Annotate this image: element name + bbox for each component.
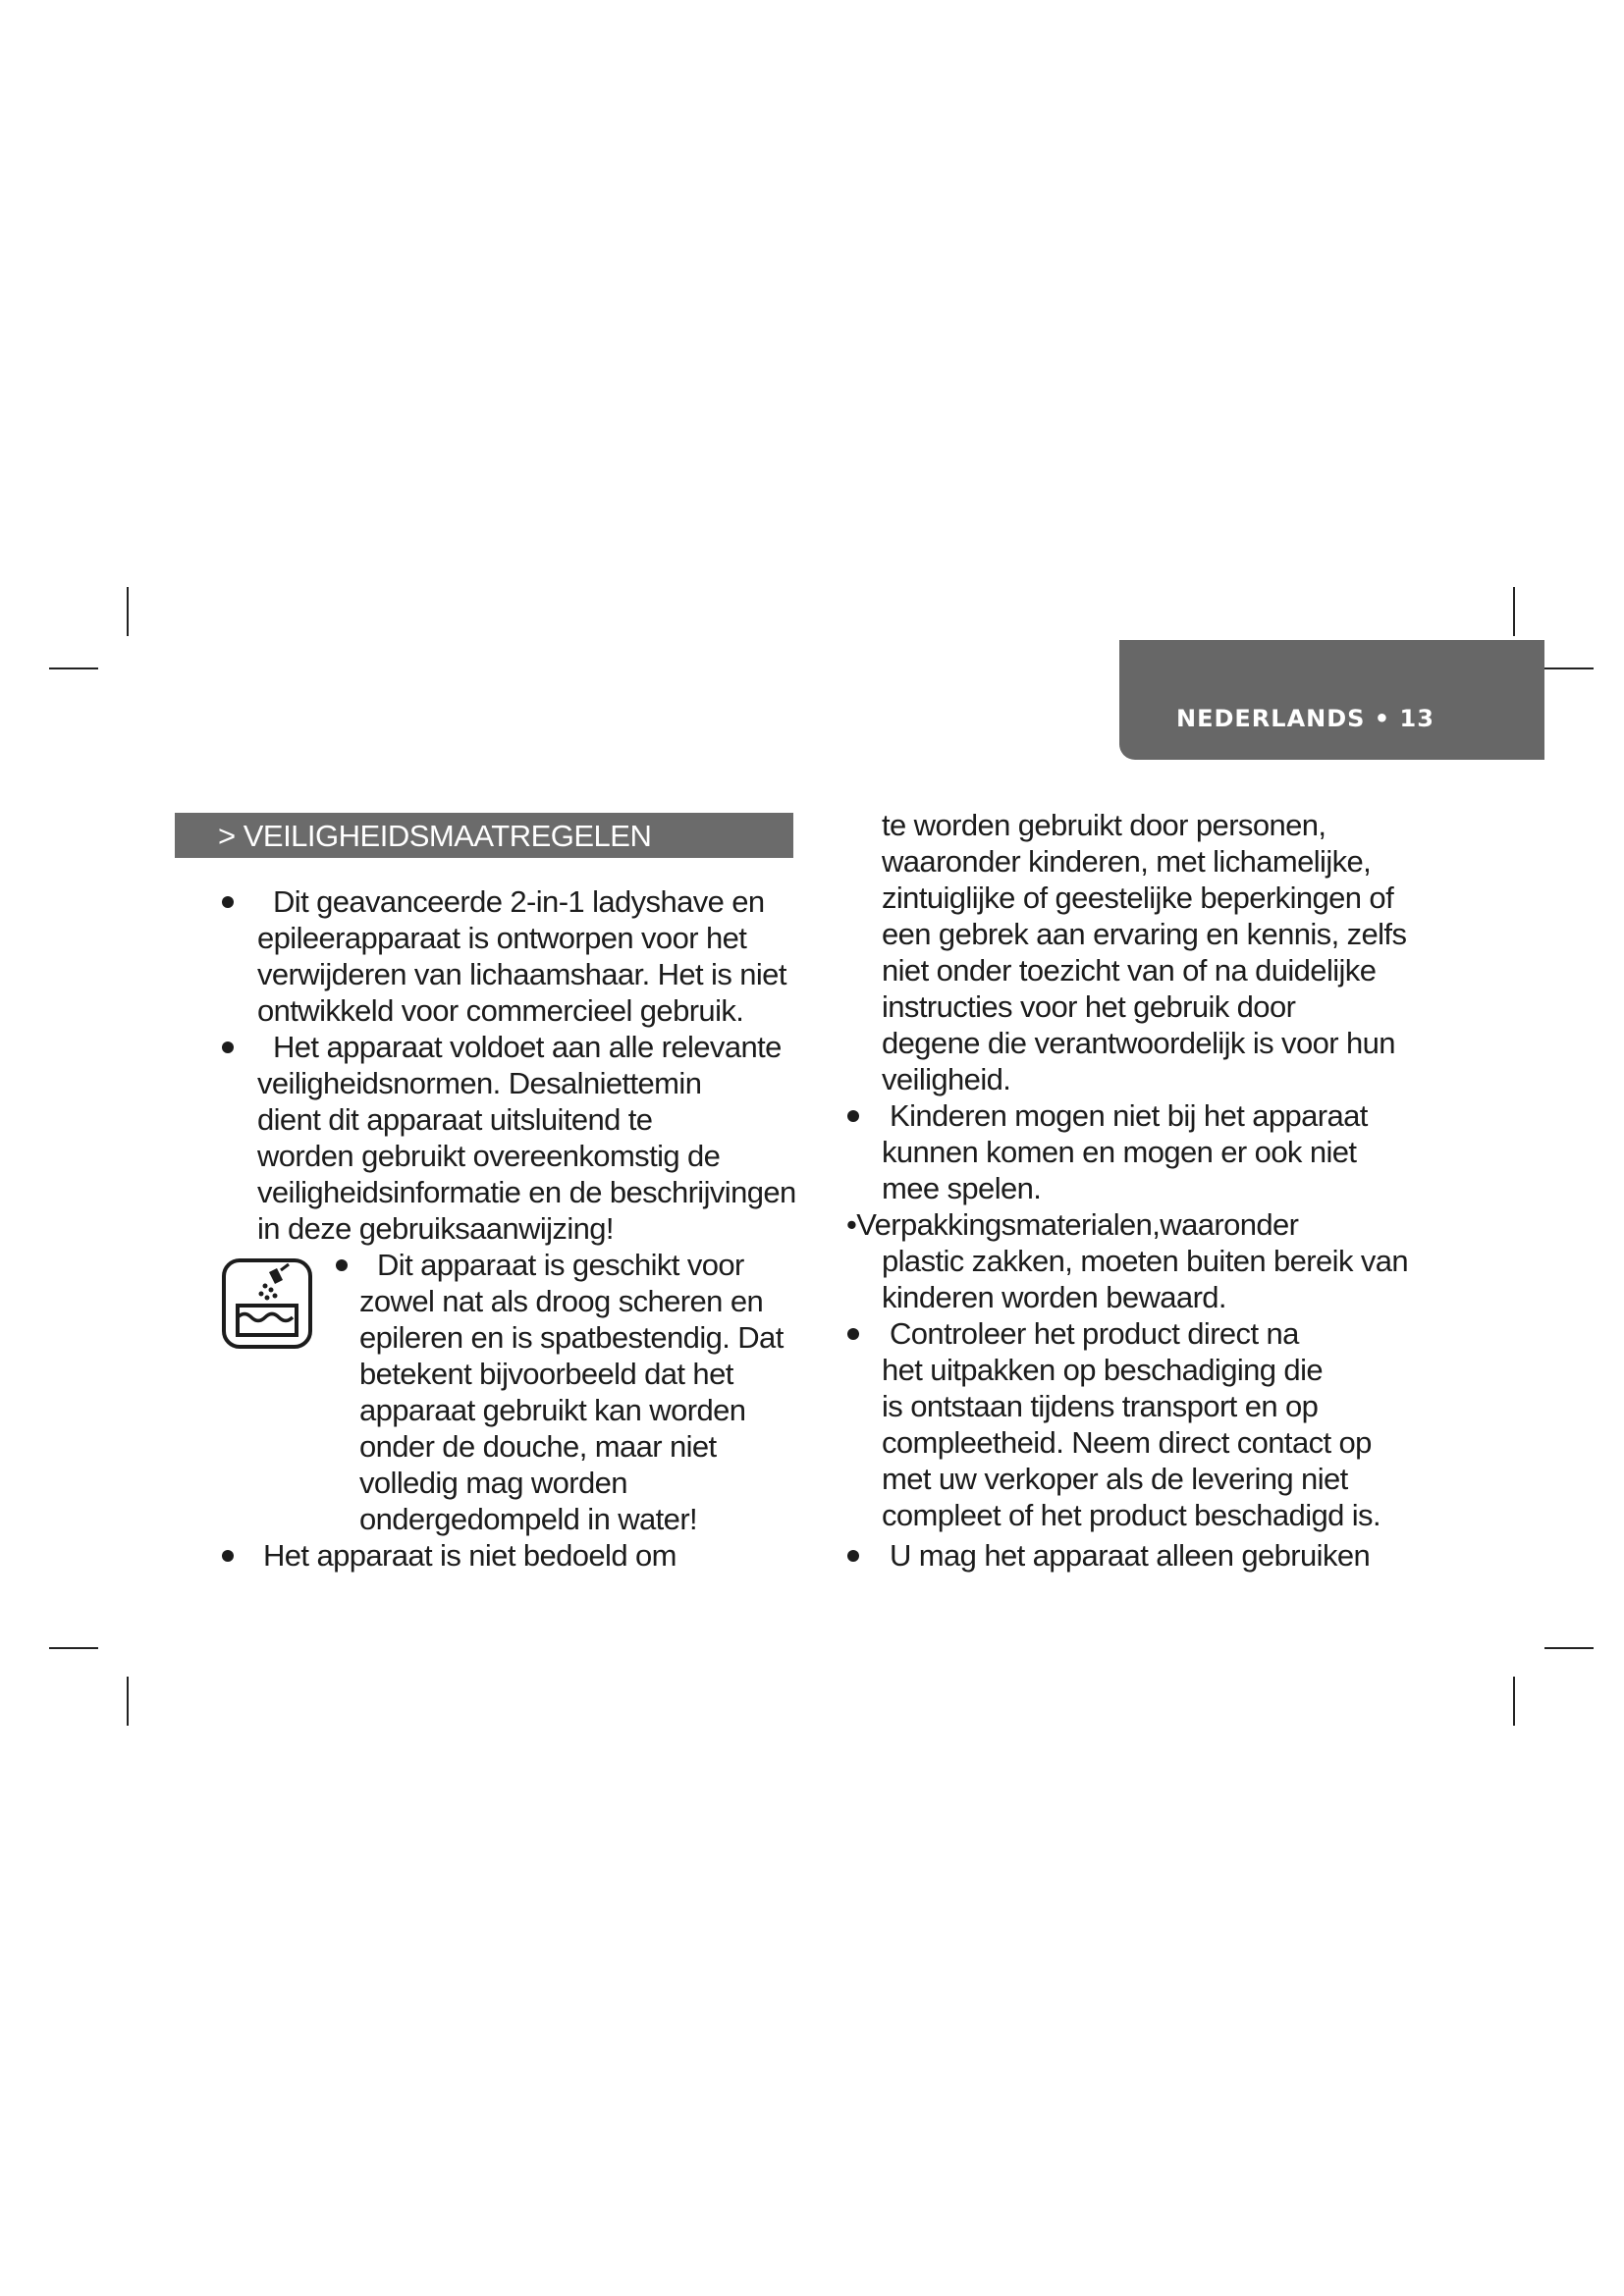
text-line: instructies voor het gebruik door xyxy=(882,989,1296,1024)
text-line: veiligheidsnormen. Desalniettemin xyxy=(257,1066,702,1100)
text-line: Kinderen mogen niet bij het apparaat xyxy=(890,1098,1368,1133)
text-line: U mag het apparaat alleen gebruiken xyxy=(890,1538,1371,1573)
bullet-item-5 xyxy=(847,1110,859,1122)
text-line: ondergedompeld in water! xyxy=(359,1502,698,1536)
text-line: te worden gebruikt door personen, xyxy=(882,808,1326,842)
text-line: compleetheid. Neem direct contact op xyxy=(882,1425,1372,1460)
text-line: verwijderen van lichaamshaar. Het is niet xyxy=(257,957,786,991)
bullet-item-4 xyxy=(222,1550,234,1562)
text-line: Het apparaat voldoet aan alle relevante xyxy=(273,1030,782,1064)
text-line: kinderen worden bewaard. xyxy=(882,1280,1226,1314)
text-line: in deze gebruiksaanwijzing! xyxy=(257,1211,614,1246)
bullet-item-7 xyxy=(847,1328,859,1340)
crop-mark-bottom-left-vertical xyxy=(127,1677,129,1726)
text-line: is ontstaan tijdens transport en op xyxy=(882,1389,1319,1423)
text-line: kunnen komen en mogen er ook niet xyxy=(882,1135,1357,1169)
crop-mark-top-left-horizontal xyxy=(49,667,98,669)
section-title: > VEILIGHEIDSMAATREGELEN xyxy=(218,819,652,853)
text-line: compleet of het product beschadigd is. xyxy=(882,1498,1380,1532)
text-line: onder de douche, maar niet xyxy=(359,1429,717,1464)
bullet-item-2 xyxy=(222,1041,234,1053)
text-line: een gebrek aan ervaring en kennis, zelfs xyxy=(882,917,1407,951)
crop-mark-top-right-horizontal xyxy=(1544,667,1594,669)
text-line: degene die verantwoordelijk is voor hun xyxy=(882,1026,1395,1060)
crop-mark-top-right-vertical xyxy=(1513,587,1515,636)
text-line: zintuiglijke of geestelijke beperkingen of xyxy=(882,881,1394,915)
text-line: Dit apparaat is geschikt voor xyxy=(377,1248,744,1282)
text-line: volledig mag worden xyxy=(359,1466,627,1500)
text-line: •Verpakkingsmaterialen,waaronder xyxy=(846,1207,1299,1242)
text-line: waaronder kinderen, met lichamelijke, xyxy=(882,844,1372,879)
crop-mark-bottom-right-horizontal xyxy=(1544,1647,1594,1649)
text-line: betekent bijvoorbeeld dat het xyxy=(359,1357,733,1391)
text-line: niet onder toezicht van of na duidelijke xyxy=(882,953,1377,988)
text-line: veiligheid. xyxy=(882,1062,1011,1096)
text-line: Het apparaat is niet bedoeld om xyxy=(263,1538,677,1573)
text-line: epileerapparaat is ontworpen voor het xyxy=(257,921,747,955)
text-line: worden gebruikt overeenkomstig de xyxy=(257,1139,721,1173)
text-line: zowel nat als droog scheren en xyxy=(359,1284,764,1318)
shower-water-icon xyxy=(220,1256,314,1351)
crop-mark-bottom-right-vertical xyxy=(1513,1677,1515,1726)
language-page-label: NEDERLANDS • 13 xyxy=(1176,705,1435,732)
bullet-item-8 xyxy=(847,1550,859,1562)
text-line: dient dit apparaat uitsluitend te xyxy=(257,1102,653,1137)
section-heading-bar xyxy=(175,813,793,858)
text-line: mee spelen. xyxy=(882,1171,1042,1205)
bullet-item-1 xyxy=(222,896,234,908)
language-page-tab xyxy=(1119,640,1544,760)
text-line: ontwikkeld voor commercieel gebruik. xyxy=(257,993,744,1028)
text-line: Dit geavanceerde 2-in-1 ladyshave en xyxy=(273,884,765,919)
text-line: veiligheidsinformatie en de beschrijvingen xyxy=(257,1175,796,1209)
text-line: plastic zakken, moeten buiten bereik van xyxy=(882,1244,1409,1278)
text-line: met uw verkoper als de levering niet xyxy=(882,1462,1348,1496)
text-line: apparaat gebruikt kan worden xyxy=(359,1393,746,1427)
crop-mark-bottom-left-horizontal xyxy=(49,1647,98,1649)
text-line: epileren en is spatbestendig. Dat xyxy=(359,1320,784,1355)
crop-mark-top-left-vertical xyxy=(127,587,129,636)
bullet-item-3 xyxy=(336,1259,348,1271)
text-line: Controleer het product direct na xyxy=(890,1316,1299,1351)
text-line: het uitpakken op beschadiging die xyxy=(882,1353,1323,1387)
